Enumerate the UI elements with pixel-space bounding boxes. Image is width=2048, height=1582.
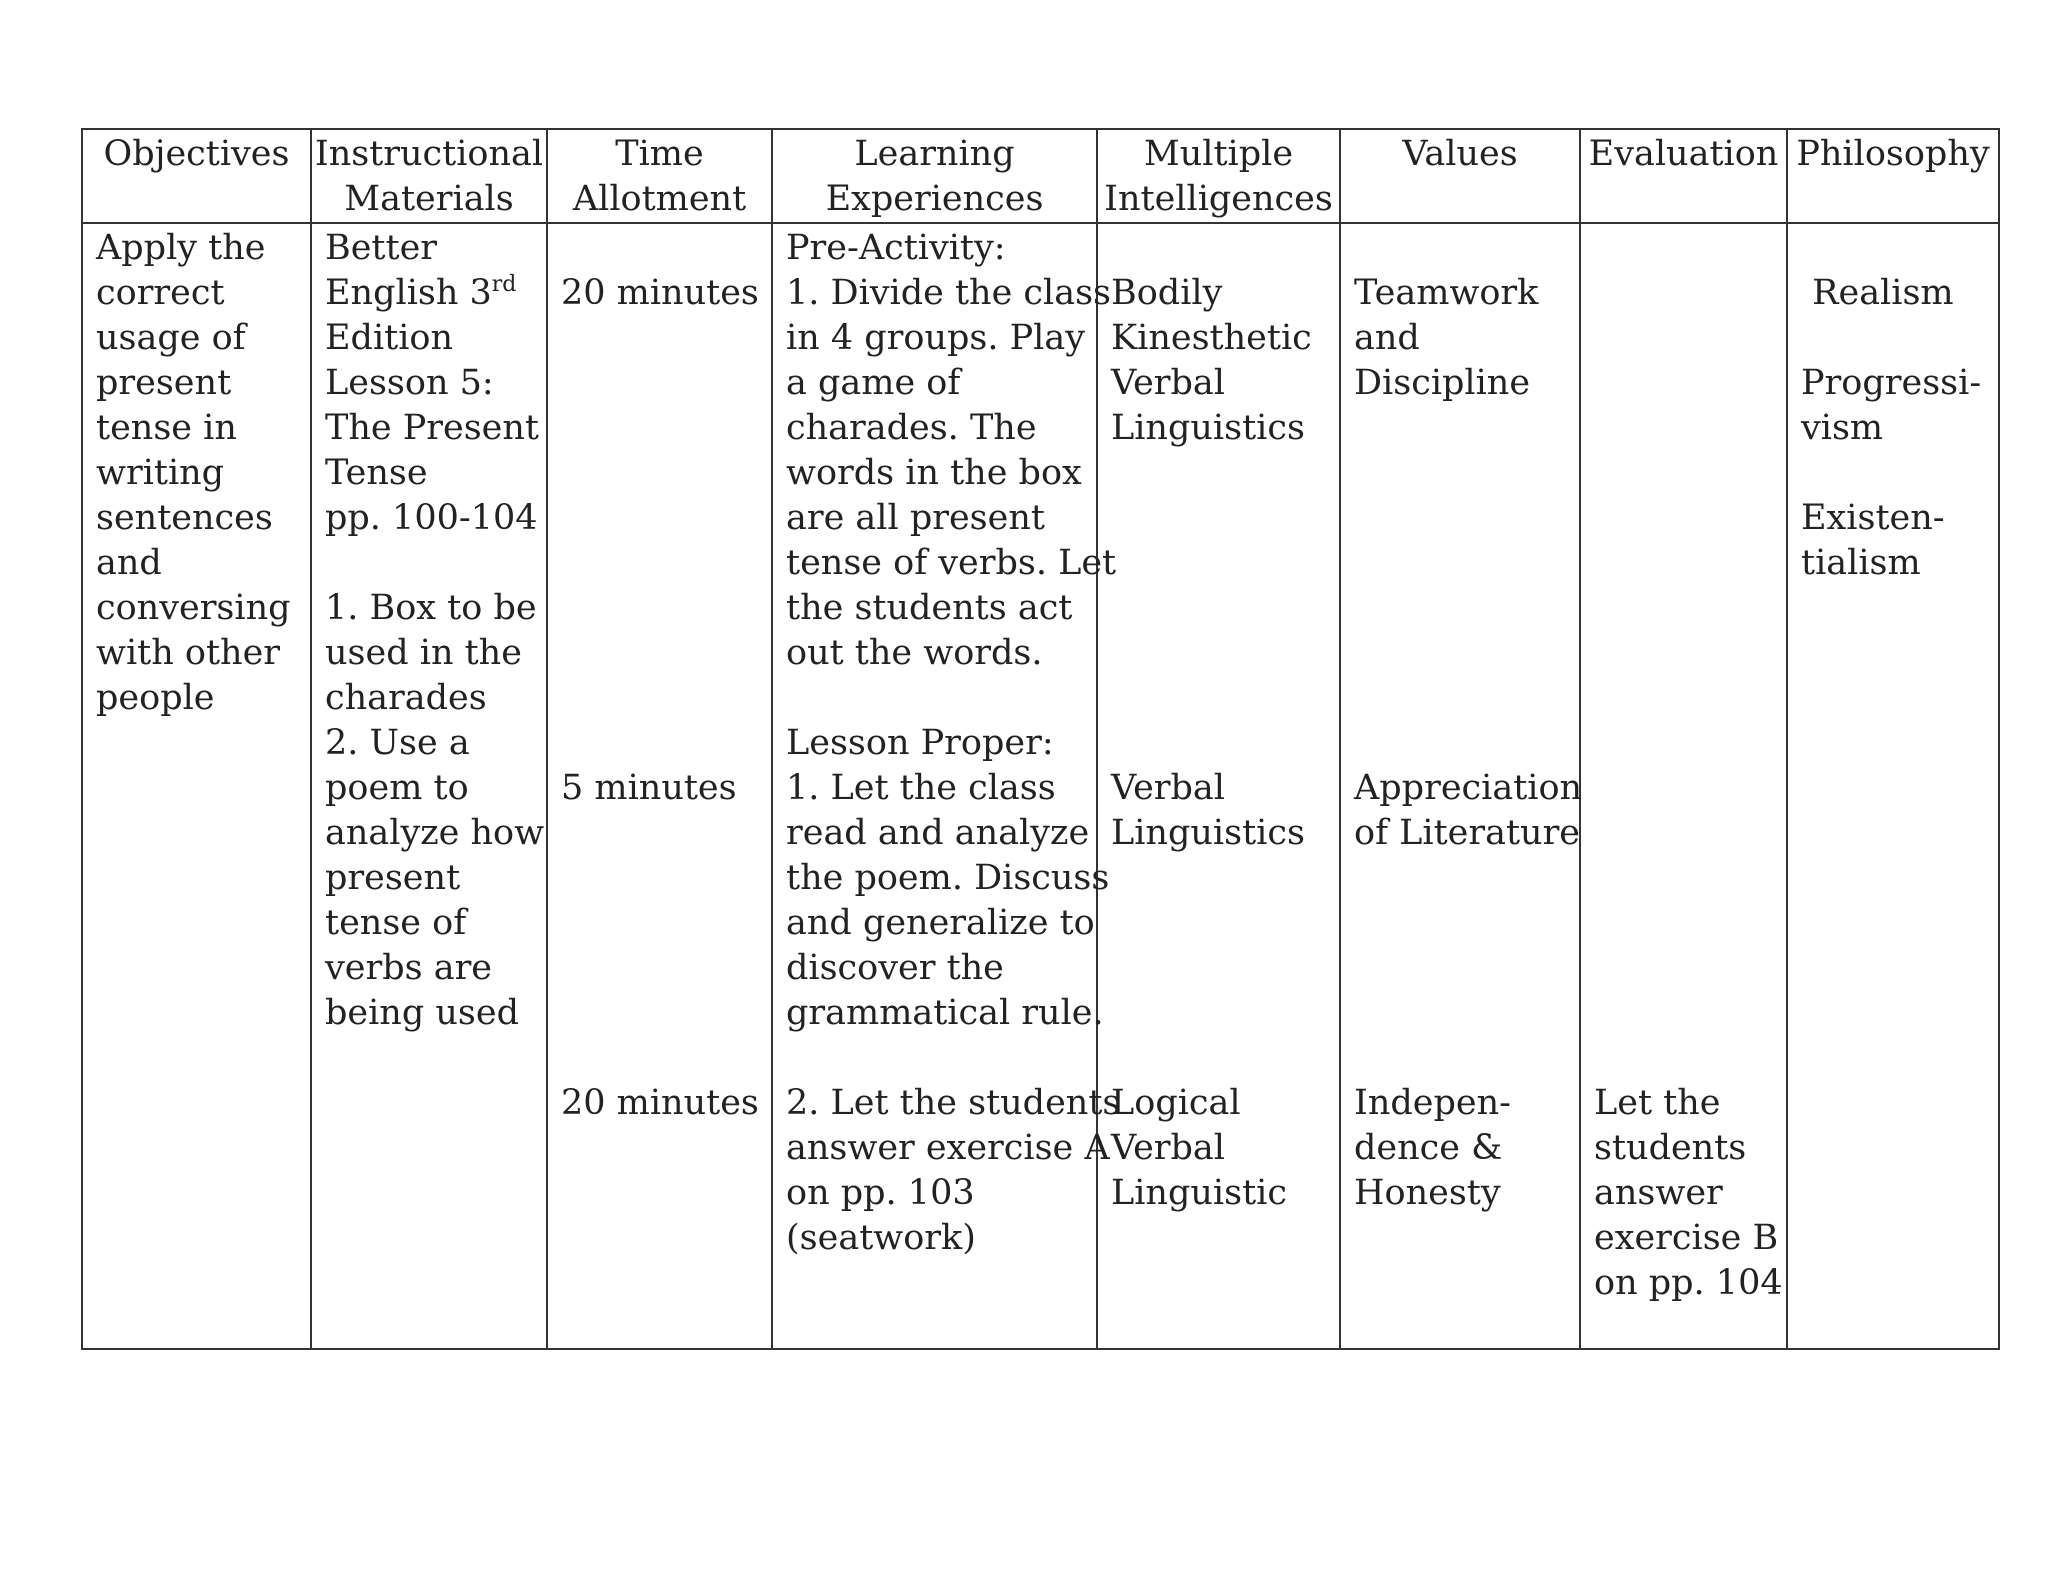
header-values: Values <box>1340 129 1580 223</box>
experiences-block-3: 2. Let the students answer exercise A on pp. 103 (seatwork) <box>786 1083 1121 1258</box>
time-block-3: 20 minutes <box>561 1083 759 1123</box>
materials-edition-line: English 3rd <box>325 272 517 313</box>
header-philosophy: Philosophy <box>1787 129 1999 223</box>
values-block-3: Indepen- dence & Honesty <box>1354 1083 1511 1213</box>
header-row <box>82 129 1999 223</box>
materials-text: Better English 3rd Edition Lesson 5: The Present Tense pp. 100-104 1. Box to be used in the charades 2. Use a poem to analyze how present tense of verbs are being used <box>325 228 545 1033</box>
intelligences-block-3: Logical Verbal Linguistic <box>1111 1083 1287 1213</box>
header-instructional-materials: Instructional Materials <box>311 129 547 223</box>
header-evaluation: Evaluation <box>1580 129 1787 223</box>
content-row <box>82 223 1999 1349</box>
experiences-block-1: Pre-Activity: 1. Divide the class in 4 groups. Play a game of charades. The words in the box are all present tense of verbs. Let the students act out the words. <box>786 228 1117 673</box>
intelligences-cell <box>1097 223 1340 1349</box>
values-block-1: Teamwork and Discipline <box>1354 273 1539 403</box>
philosophy-block-3: Existen- tialism <box>1801 498 1945 583</box>
experiences-cell <box>772 223 1121 1349</box>
header-time-allotment: Time Allotment <box>547 129 772 223</box>
philosophy-block-2: Progressi- vism <box>1801 363 1982 448</box>
time-block-1: 20 minutes <box>561 273 759 313</box>
philosophy-block-1: Realism <box>1801 273 1954 313</box>
philosophy-cell <box>1787 223 1999 1349</box>
time-block-2: 5 minutes <box>561 768 737 808</box>
values-block-2: Appreciation of Literature <box>1354 768 1583 853</box>
objectives-text: Apply the correct usage of present tense in writing sentences and conversing with other people <box>96 228 291 718</box>
values-cell <box>1340 223 1583 1349</box>
experiences-block-2: Lesson Proper: 1. Let the class read and analyze the poem. Discuss and generalize to discover the grammatical rule. <box>786 723 1110 1033</box>
lesson-plan-table <box>81 128 2000 1350</box>
materials-cell <box>311 223 547 1349</box>
objectives-cell <box>82 223 311 1349</box>
evaluation-cell <box>1580 223 1787 1349</box>
header-multiple-intelligences: Multiple Intelligences <box>1097 129 1340 223</box>
intelligences-block-1: Bodily Kinesthetic Verbal Linguistics <box>1111 273 1312 448</box>
intelligences-block-2: Verbal Linguistics <box>1111 768 1305 853</box>
time-cell <box>547 223 772 1349</box>
header-learning-experiences: Learning Experiences <box>772 129 1097 223</box>
evaluation-text: Let the students answer exercise B on pp. 104 <box>1594 1083 1783 1303</box>
header-objectives: Objectives <box>82 129 311 223</box>
